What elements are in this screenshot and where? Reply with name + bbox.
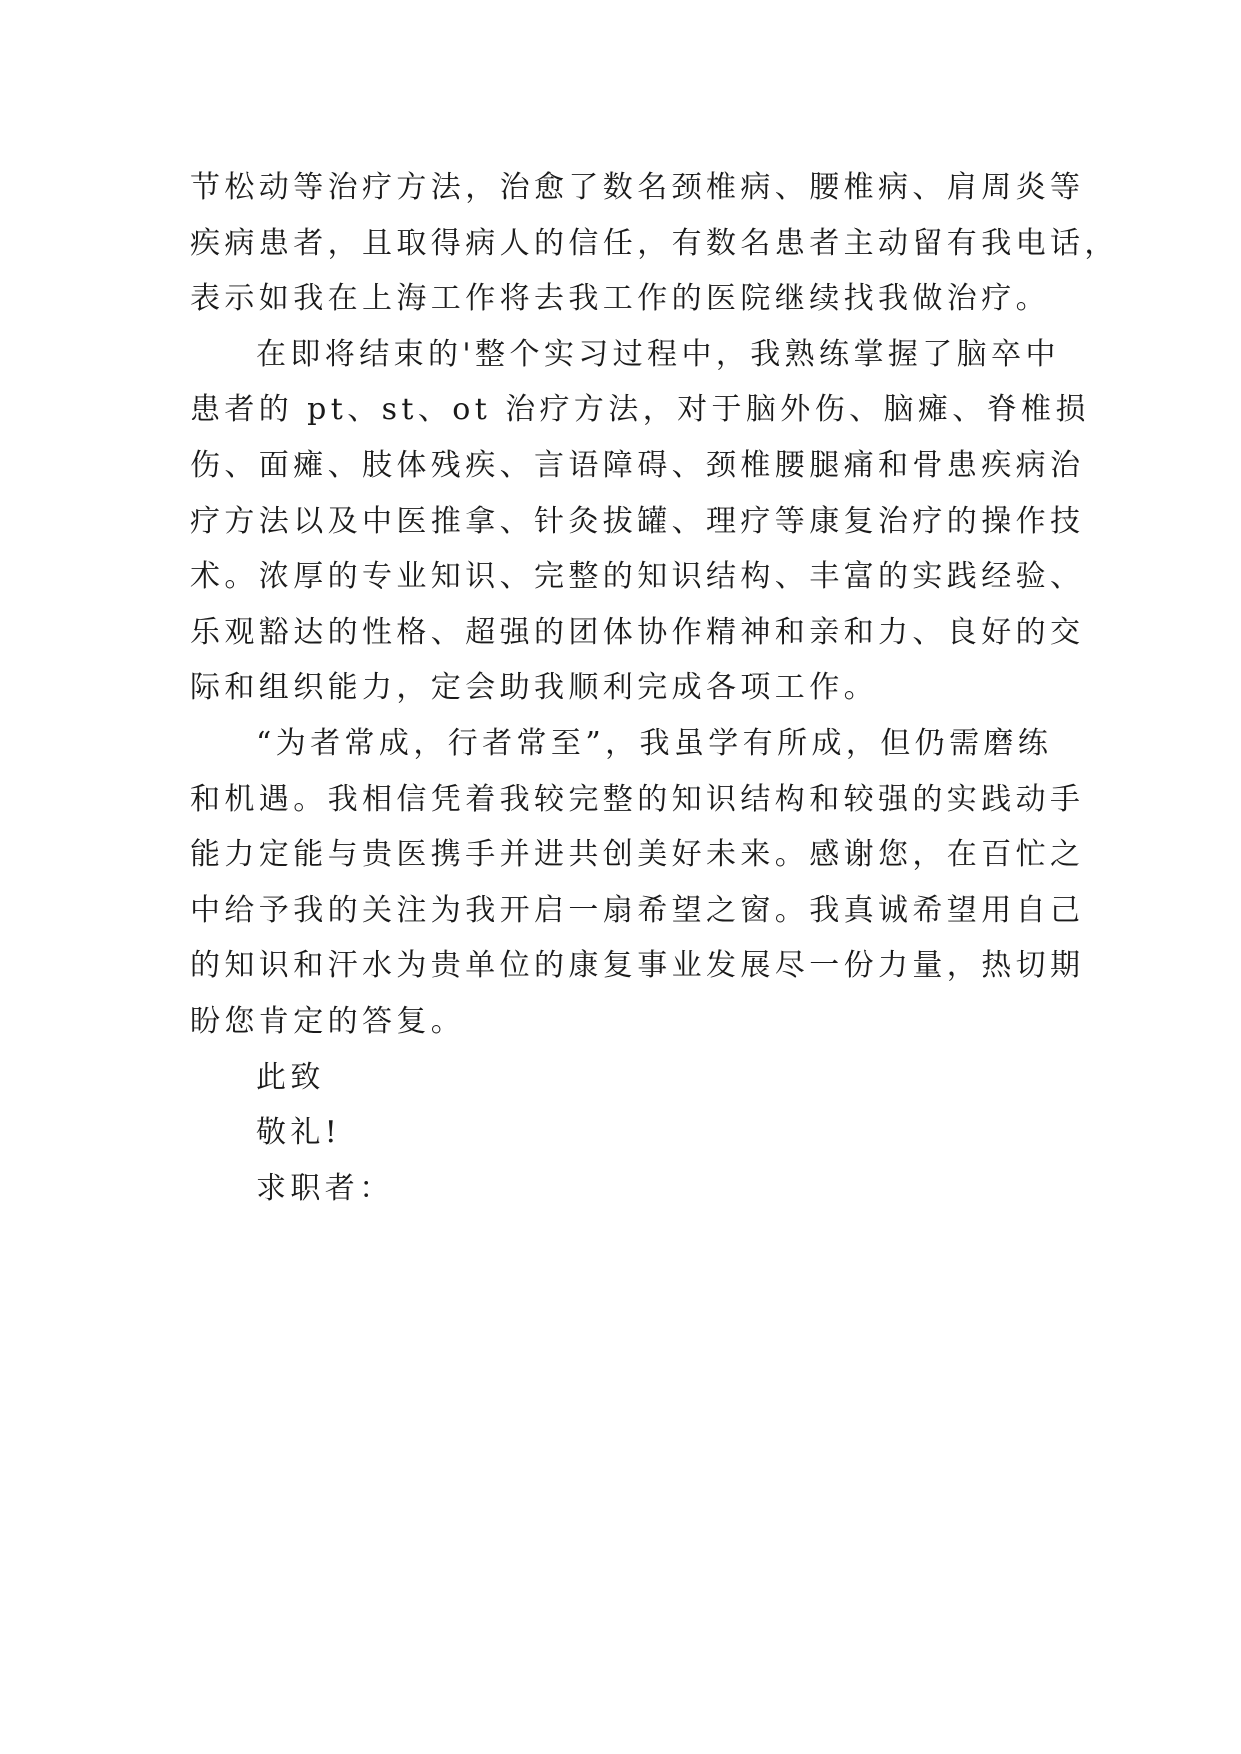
- text-line: 患者的 pt、st、ot 治疗方法，对于脑外伤、脑瘫、脊椎损: [190, 392, 1090, 428]
- text-line: 伤、面瘫、肢体残疾、言语障碍、颈椎腰腿痛和骨患疾病治: [190, 447, 1085, 483]
- letter-closing: [190, 1050, 1056, 1217]
- paragraph-treatment-results: [190, 160, 1119, 327]
- text-line: 表示如我在上海工作将去我工作的医院继续找我做治疗。: [190, 281, 1050, 317]
- text-line: 在即将结束的'整个实习过程中，我熟练掌握了脑卒中: [256, 336, 1060, 372]
- text-line: 能力定能与贵医携手并进共创美好未来。感谢您，在百忙之: [190, 837, 1085, 873]
- text-line: 的知识和汗水为贵单位的康复事业发展尽一份力量，热切期: [190, 948, 1085, 984]
- text-line: 乐观豁达的性格、超强的团体协作精神和亲和力、良好的交: [190, 614, 1085, 650]
- text-line: 疾病患者，且取得病人的信任，有数名患者主动留有我电话，: [190, 225, 1119, 261]
- text-line: 疗方法以及中医推拿、针灸拔罐、理疗等康复治疗的操作技: [190, 503, 1085, 539]
- text-line: “为者常成，行者常至”，我虽学有所成，但仍需磨练: [256, 725, 1053, 761]
- text-line: 节松动等治疗方法，治愈了数名颈椎病、腰椎病、肩周炎等: [190, 170, 1085, 205]
- text-line: 盼您肯定的答复。: [190, 1003, 466, 1039]
- text-line: 术。浓厚的专业知识、完整的知识结构、丰富的实践经验、: [190, 559, 1085, 595]
- text-line: 和机遇。我相信凭着我较完整的知识结构和较强的实践动手: [190, 781, 1085, 817]
- text-line: 际和组织能力，定会助我顺利完成各项工作。: [190, 670, 878, 706]
- text-line: 中给予我的关注为我开启一扇希望之窗。我真诚希望用自己: [190, 892, 1085, 928]
- signature-label: 求职者：: [256, 1170, 394, 1206]
- closing-regards: 敬礼!: [256, 1115, 342, 1151]
- closing-salutation: 此致: [256, 1059, 325, 1095]
- paragraph-closing-statement: [190, 716, 1085, 1050]
- paragraph-skills: [190, 327, 1090, 716]
- letter-body: [190, 160, 1119, 1216]
